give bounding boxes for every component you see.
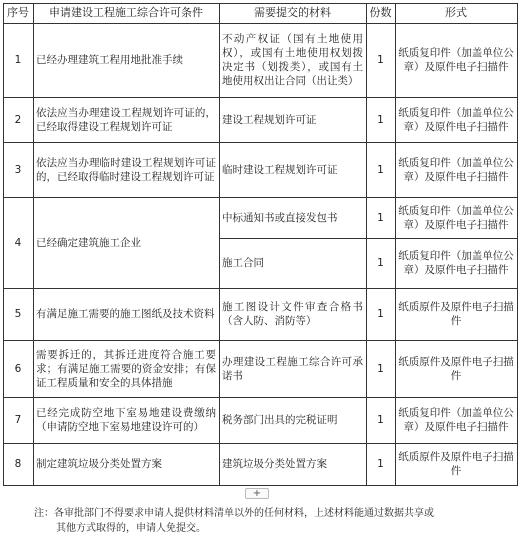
condition-cell-text: 已经确定建筑施工企业 — [36, 236, 141, 249]
material-cell-text: 临时建设工程规划许可证 — [222, 163, 338, 176]
material-cell-text: 建设工程规划许可证 — [222, 113, 317, 126]
header-copies — [366, 3, 395, 23]
condition-cell — [33, 397, 219, 443]
column-divider — [366, 3, 367, 486]
plus-icon: + — [252, 488, 262, 499]
form-cell — [395, 23, 517, 97]
condition-cell-text: 有满足施工需要的施工图纸及技术资料 — [36, 308, 215, 320]
row-divider — [3, 142, 518, 143]
row-number — [3, 97, 33, 142]
copies-cell-text: 1 — [377, 211, 384, 224]
copies-cell — [366, 397, 395, 443]
condition-cell-text: 已经完成防空地下室易地建设费缴纳（申请防空地下室易地建设许可的） — [36, 407, 216, 433]
subrow-divider — [219, 238, 518, 239]
row-divider — [3, 340, 518, 341]
row-number-text: 8 — [14, 458, 22, 470]
table-border-top — [3, 3, 518, 4]
form-cell-text: 纸质原件及原件电子扫描件 — [398, 301, 514, 327]
form-cell — [395, 142, 517, 197]
condition-cell-text: 制定建筑垃圾分类处置方案 — [36, 458, 162, 470]
copies-cell — [366, 288, 395, 340]
condition-cell-text: 依法应当办理临时建设工程规划许可证的，已经取得临时建设工程规划许可证 — [36, 156, 216, 183]
form-cell — [395, 97, 517, 142]
form-cell — [395, 197, 517, 238]
copies-cell — [366, 197, 395, 238]
form-cell-text: 纸质复印件（加盖单位公章）及原件电子扫描件 — [398, 250, 514, 276]
row-number — [3, 23, 33, 97]
header-no-text: 序号 — [7, 6, 29, 19]
copies-cell — [366, 443, 395, 485]
form-cell — [395, 238, 517, 288]
material-cell-text: 施工图设计文件审查合格书（含人防、消防等） — [222, 301, 363, 327]
form-cell-text: 纸质原件及原件电子扫描件 — [398, 355, 514, 382]
material-cell — [219, 443, 366, 485]
row-divider — [3, 97, 518, 98]
condition-cell — [33, 443, 219, 485]
row-divider — [3, 485, 518, 486]
material-cell-text: 办理建设工程施工综合许可承诺书 — [222, 355, 363, 382]
condition-cell — [33, 197, 219, 288]
header-divider — [3, 23, 518, 24]
material-cell — [219, 238, 366, 288]
copies-cell-text: 1 — [377, 54, 384, 66]
form-cell-text: 纸质原件及原件电子扫描件 — [398, 451, 514, 477]
header-form — [395, 3, 517, 23]
column-divider — [33, 3, 34, 486]
condition-cell — [33, 142, 219, 197]
row-number-text: 4 — [14, 236, 22, 249]
material-cell — [219, 142, 366, 197]
footnote-line-1: 注：各审批部门不得要求申请人提供材料清单以外的任何材料，上述材料能通过数据共享或 — [34, 508, 434, 519]
material-cell-text: 建筑垃圾分类处置方案 — [222, 458, 327, 470]
row-number-text: 2 — [14, 113, 22, 126]
material-cell — [219, 197, 366, 238]
copies-cell — [366, 23, 395, 97]
condition-cell-text: 已经办理建筑工程用地批准手续 — [36, 54, 183, 66]
footnote — [34, 506, 504, 536]
header-material-text: 需要提交的材料 — [254, 6, 331, 19]
row-divider — [3, 397, 518, 398]
row-number-text: 6 — [14, 362, 22, 375]
row-number-text: 5 — [14, 308, 22, 320]
header-material — [219, 3, 366, 23]
copies-cell — [366, 340, 395, 397]
material-cell — [219, 23, 366, 97]
row-number — [3, 443, 33, 485]
row-number-text: 3 — [14, 163, 22, 176]
header-copies-text: 份数 — [369, 6, 392, 19]
copies-cell-text: 1 — [377, 362, 384, 375]
form-cell — [395, 397, 517, 443]
material-cell-text: 中标通知书或直接发包书 — [222, 211, 338, 224]
condition-cell — [33, 288, 219, 340]
form-cell — [395, 340, 517, 397]
header-form-text: 形式 — [445, 6, 467, 19]
row-number-text: 7 — [14, 414, 22, 426]
material-cell-text: 税务部门出具的完税证明 — [222, 414, 338, 426]
condition-cell-text: 需要拆迁的，其拆迁进度符合施工要求；有满足施工需要的资金安排；有保证工程质量和安全的具体措施 — [36, 348, 216, 389]
material-cell — [219, 340, 366, 397]
copies-cell-text: 1 — [377, 458, 384, 470]
row-number — [3, 340, 33, 397]
copies-cell-text: 1 — [377, 113, 384, 126]
copies-cell-text: 1 — [377, 414, 384, 426]
condition-cell — [33, 97, 219, 142]
column-divider — [219, 3, 220, 486]
footnote-line-2: 其他方式取得的，申请人免提交。 — [56, 523, 206, 534]
row-number — [3, 197, 33, 288]
add-row-button[interactable] — [245, 488, 269, 499]
header-condition — [33, 3, 219, 23]
row-number — [3, 288, 33, 340]
condition-cell — [33, 23, 219, 97]
material-cell — [219, 397, 366, 443]
row-number — [3, 397, 33, 443]
condition-cell-text: 依法应当办理建设工程规划许可证的，已经取得建设工程规划许可证 — [36, 106, 216, 133]
form-cell-text: 纸质复印件（加盖单位公章）及原件电子扫描件 — [398, 407, 514, 433]
material-cell-text: 不动产权证（国有土地使用权），或国有土地使用权划拨决定书（划拨类），或国有土地使用权出让合同（出让类） — [222, 33, 363, 87]
column-divider — [395, 3, 396, 486]
column-divider — [3, 3, 4, 486]
form-cell — [395, 288, 517, 340]
row-number-text: 1 — [14, 54, 22, 66]
material-cell-text: 施工合同 — [222, 257, 264, 269]
form-cell-text: 纸质复印件（加盖单位公章）及原件电子扫描件 — [398, 204, 514, 231]
form-cell-text: 纸质复印件（加盖单位公章）及原件电子扫描件 — [398, 47, 514, 73]
copies-cell — [366, 97, 395, 142]
condition-cell — [33, 340, 219, 397]
form-cell-text: 纸质复印件（加盖单位公章）及原件电子扫描件 — [398, 106, 514, 133]
copies-cell — [366, 238, 395, 288]
copies-cell-text: 1 — [377, 308, 384, 320]
form-cell-text: 纸质复印件（加盖单位公章）及原件电子扫描件 — [398, 156, 514, 183]
copies-cell-text: 1 — [377, 257, 384, 269]
material-cell — [219, 288, 366, 340]
header-no — [3, 3, 33, 23]
column-divider — [517, 3, 518, 486]
row-divider — [3, 443, 518, 444]
row-divider — [3, 288, 518, 289]
material-cell — [219, 97, 366, 142]
form-cell — [395, 443, 517, 485]
copies-cell — [366, 142, 395, 197]
header-condition-text: 申请建设工程施工综合许可条件 — [49, 6, 203, 19]
copies-cell-text: 1 — [377, 163, 384, 176]
row-divider — [3, 197, 518, 198]
row-number — [3, 142, 33, 197]
